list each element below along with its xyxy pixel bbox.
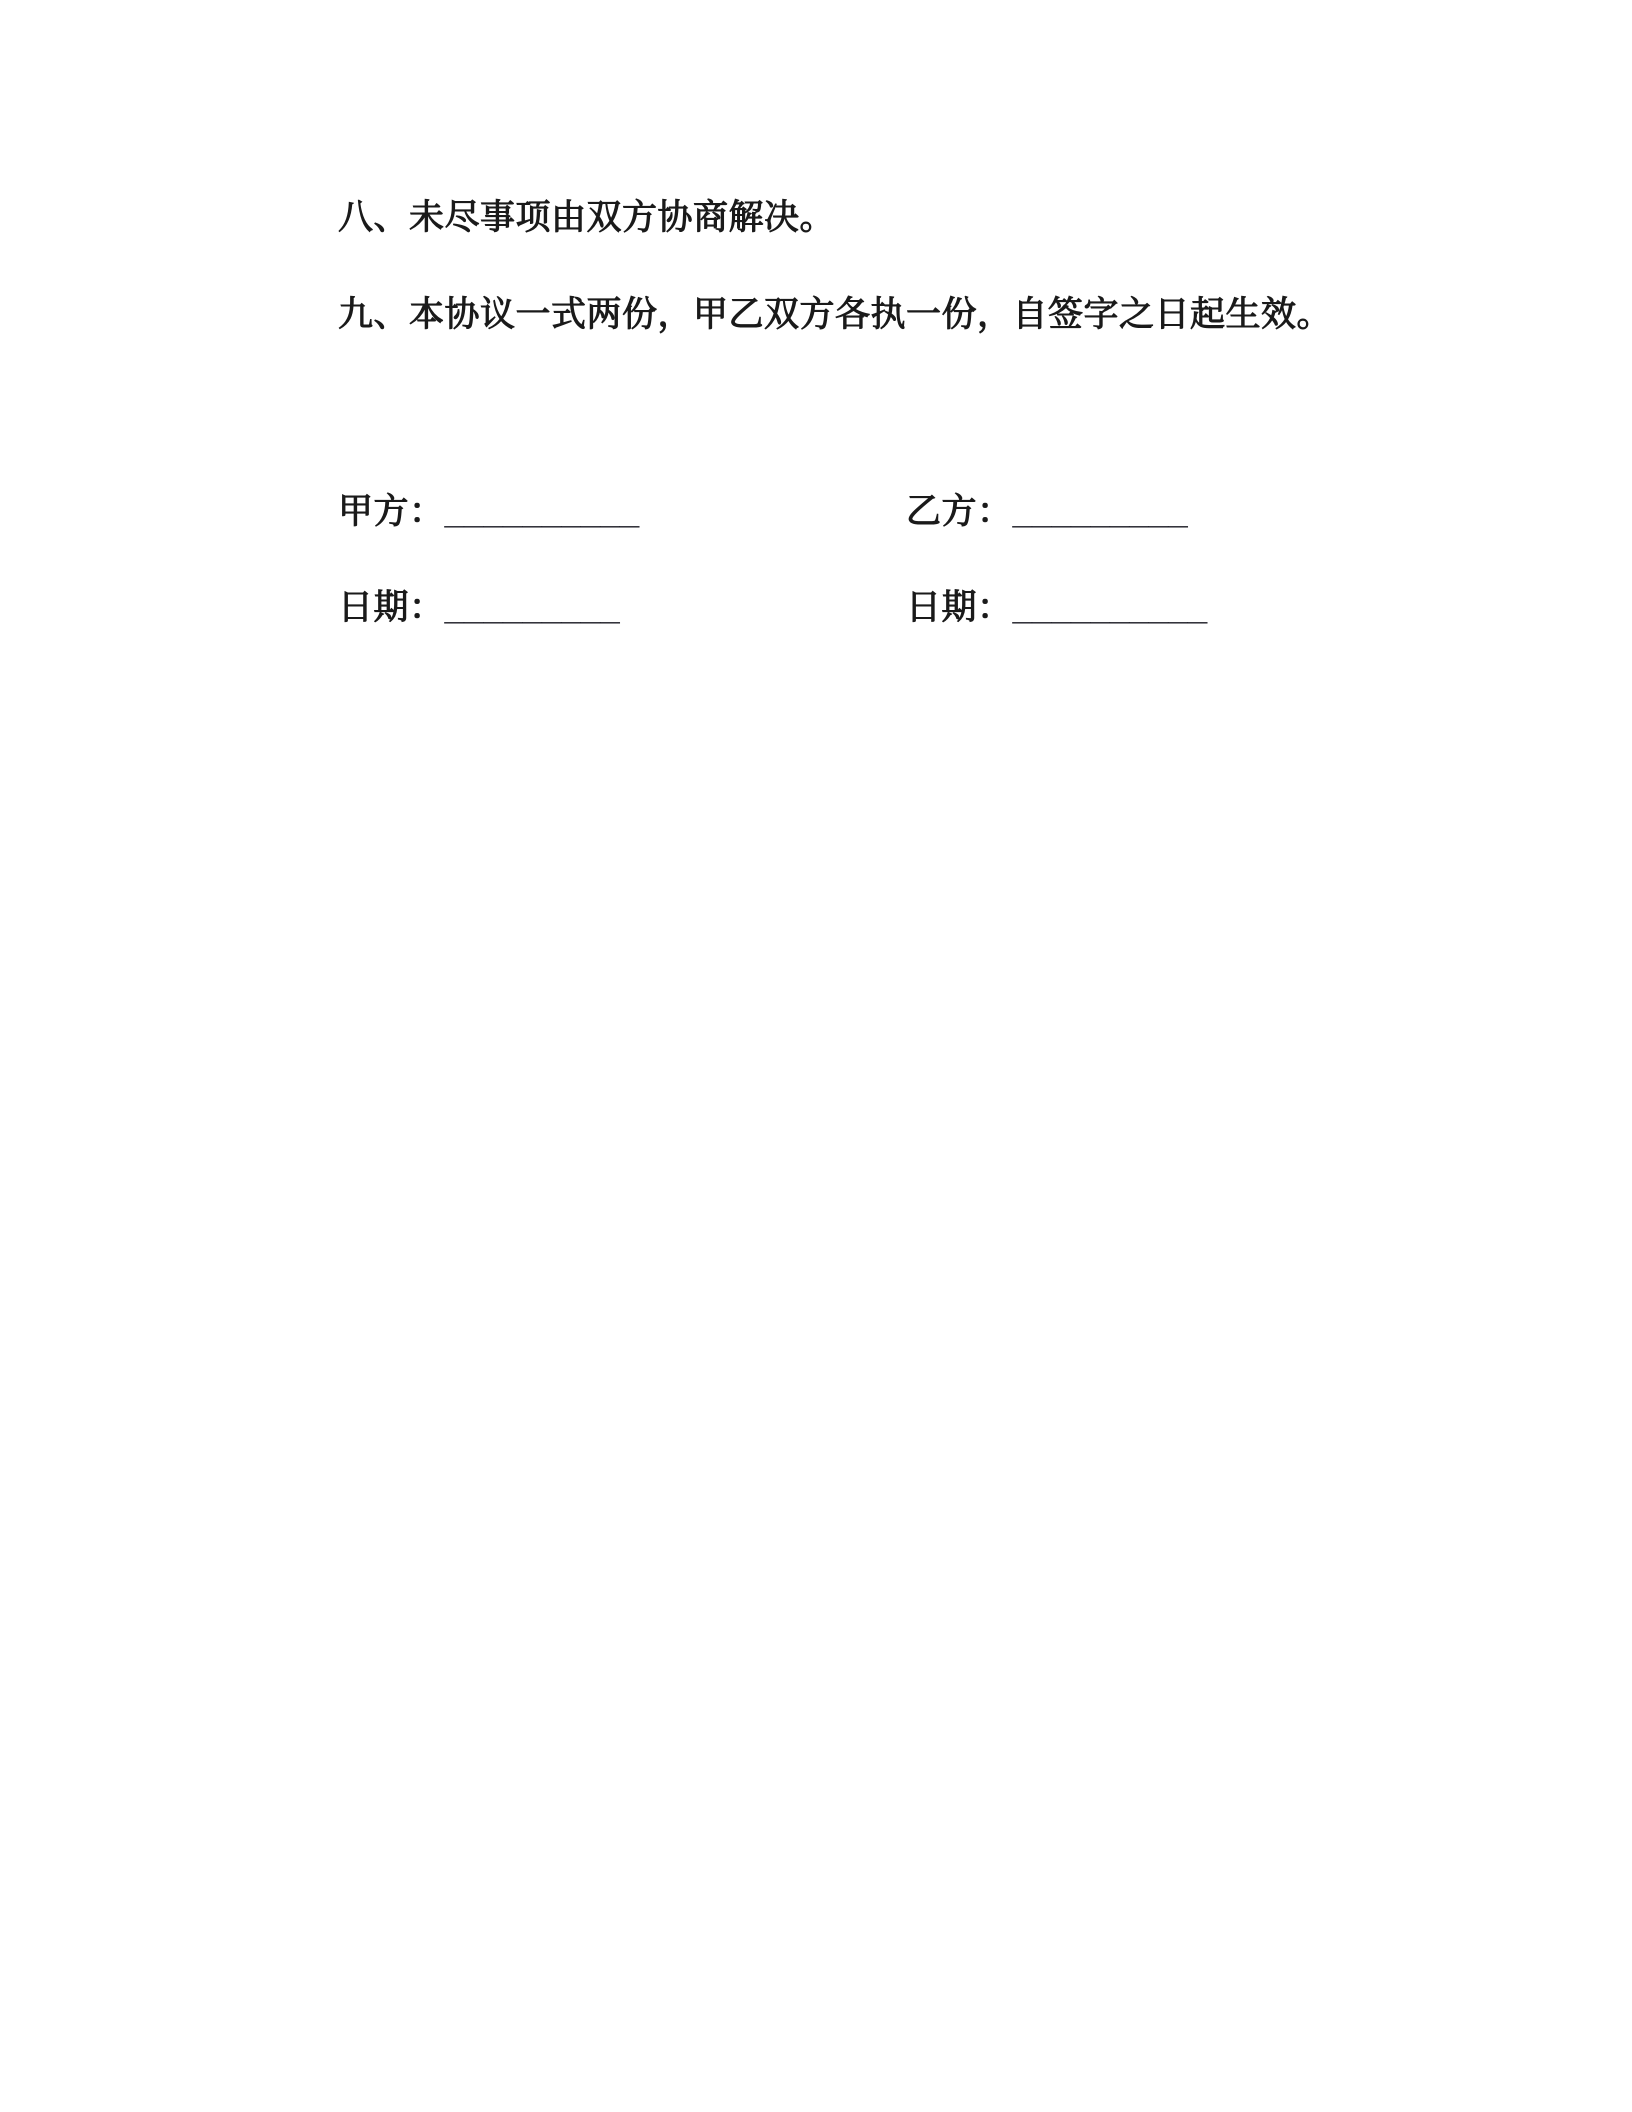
party-a-date — [338, 588, 906, 628]
date-b-label: 日期： — [906, 588, 1013, 627]
date-b-line: __________ — [1012, 588, 1208, 627]
party-a-signature — [338, 492, 906, 532]
party-b-signature — [906, 492, 1188, 532]
signature-row-dates — [338, 588, 1207, 628]
date-a-line: _________ — [444, 588, 620, 627]
clause-8-text: 八、未尽事项由双方协商解决。 — [338, 198, 836, 237]
party-a-label: 甲方： — [338, 492, 445, 531]
clause-9-text: 九、本协议一式两份，甲乙双方各执一份，自签字之日起生效。 — [338, 295, 1333, 334]
date-a-label: 日期： — [338, 588, 445, 627]
party-b-date — [906, 588, 1207, 628]
party-b-label: 乙方： — [906, 492, 1013, 531]
party-a-signature-line: __________ — [444, 492, 640, 531]
party-b-signature-line: _________ — [1012, 492, 1188, 531]
signature-row-parties — [338, 492, 1188, 532]
